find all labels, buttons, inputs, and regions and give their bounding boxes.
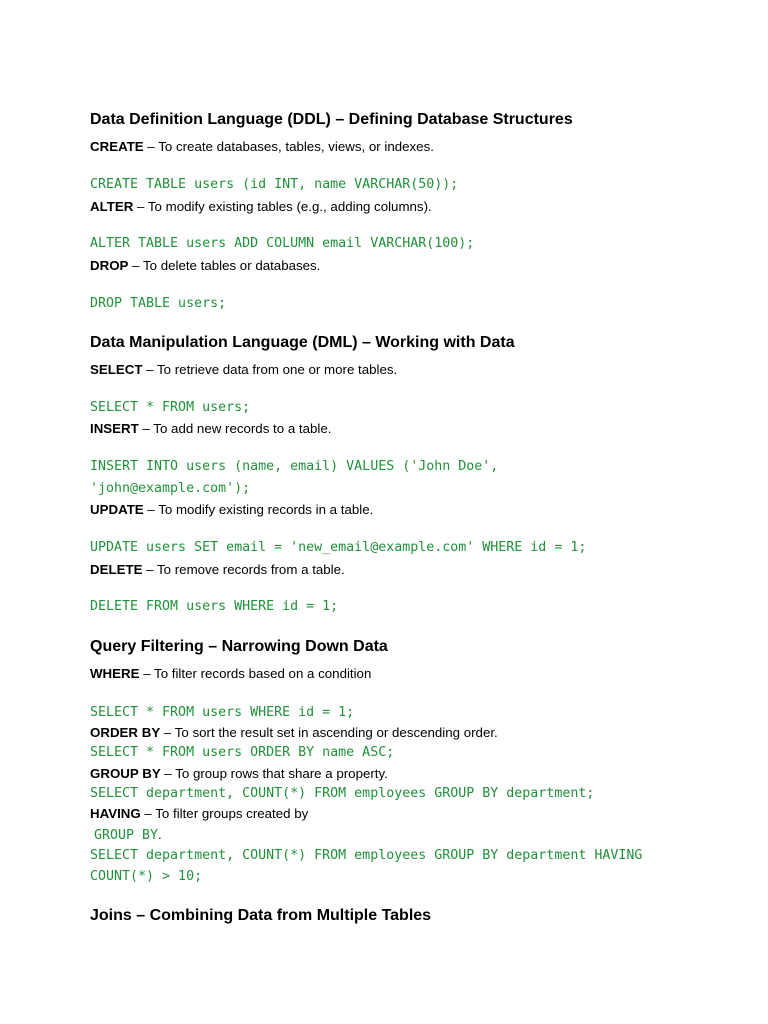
update-line [90,502,373,517]
code-line: DELETE FROM users WHERE id = 1; [90,599,339,614]
section-heading-joins: Joins – Combining Data from Multiple Tables [90,907,432,924]
code-line: SELECT * FROM users WHERE id = 1; [90,705,355,720]
description: – To group rows that share a property. [160,766,388,781]
keyword: ORDER BY [90,725,161,740]
code-line: ALTER TABLE users ADD COLUMN email VARCHAR(100); [90,236,475,251]
code-line: CREATE TABLE users (id INT, name VARCHAR(50)); [90,177,459,192]
insert-line [90,421,331,436]
description: – To create databases, tables, views, or indexes. [143,139,434,154]
code-line: COUNT(*) > 10; [90,869,203,884]
having-line [90,806,308,821]
keyword: GROUP BY [90,766,161,781]
description: – To add new records to a table. [138,421,332,436]
select-line [90,362,397,377]
inline-code-line [94,826,162,844]
description: – To filter records based on a condition [139,666,372,681]
drop-line [90,258,320,273]
description: – To sort the result set in ascending or descending order. [160,725,498,740]
description: – To retrieve data from one or more tables. [142,362,398,377]
keyword: DELETE [90,562,143,577]
description: – To delete tables or databases. [128,258,321,273]
keyword: CREATE [90,139,144,154]
keyword: SELECT [90,362,143,377]
code-line: INSERT INTO users (name, email) VALUES ('John Doe', [90,459,499,474]
description: – To remove records from a table. [142,562,345,577]
section-heading-query-filtering: Query Filtering – Narrowing Down Data [90,638,388,655]
keyword: INSERT [90,421,139,436]
alter-line [90,199,432,214]
code-line: SELECT * FROM users; [90,400,251,415]
code-line: SELECT department, COUNT(*) FROM employees GROUP BY department HAVING [90,848,643,863]
keyword: HAVING [90,806,141,821]
keyword: ALTER [90,199,134,214]
description: – To modify existing tables (e.g., adding columns). [133,199,432,214]
code-line: SELECT * FROM users ORDER BY name ASC; [90,745,395,760]
inline-code-tail: . [158,827,162,842]
inline-code: GROUP BY [94,828,159,843]
code-line: SELECT department, COUNT(*) FROM employees GROUP BY department; [90,786,595,801]
delete-line [90,562,345,577]
code-line: 'john@example.com'); [90,481,251,496]
group-by-line [90,766,388,781]
code-line: DROP TABLE users; [90,296,227,311]
section-heading-ddl: Data Definition Language (DDL) – Defining Database Structures [90,111,573,128]
create-line [90,139,434,154]
code-line: UPDATE users SET email = 'new_email@example.com' WHERE id = 1; [90,540,587,555]
keyword: UPDATE [90,502,144,517]
description: – To modify existing records in a table. [143,502,374,517]
keyword: WHERE [90,666,140,681]
section-heading-dml: Data Manipulation Language (DML) – Working with Data [90,334,515,351]
description: – To filter groups created by [140,806,309,821]
order-by-line [90,725,498,740]
keyword: DROP [90,258,129,273]
where-line [90,666,371,681]
